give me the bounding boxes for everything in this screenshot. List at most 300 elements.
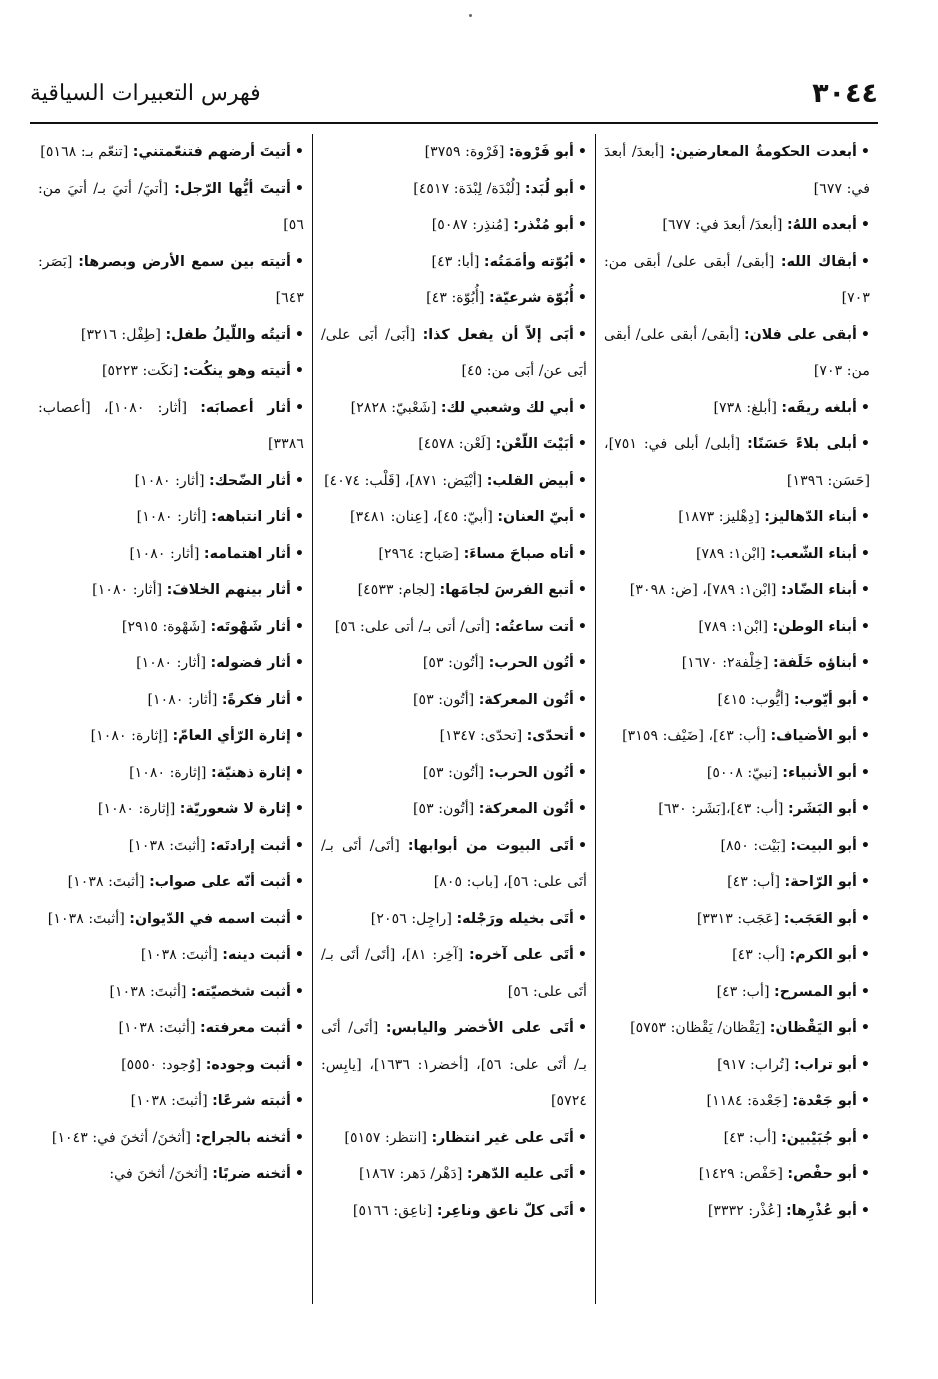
index-entry xyxy=(604,609,870,646)
bullet-icon: • xyxy=(577,1166,587,1182)
entry-reference: [آخِر: ٨١]، [أتَى/ أتَى بـ/ أتَى على: ٥٦] xyxy=(321,947,587,1000)
index-entry xyxy=(321,426,587,463)
page-number: ٣٠٤٤ xyxy=(812,77,878,109)
entry-reference: [أثخنَ/ أثخنَ في: xyxy=(109,1166,208,1182)
entry-phrase: أثخنه بالجراح: xyxy=(195,1129,291,1146)
index-entry xyxy=(604,1120,870,1157)
bullet-icon: • xyxy=(294,326,304,343)
bullet-icon: • xyxy=(577,509,587,525)
entry-phrase: أتُون الحرب: xyxy=(488,655,574,671)
index-entry xyxy=(321,390,587,427)
bullet-icon: • xyxy=(294,910,304,927)
index-entry xyxy=(38,572,304,609)
index-entry xyxy=(604,1083,870,1120)
entry-reference: [أثبتَ: ١٠٣٨] xyxy=(47,910,125,927)
bullet-icon: • xyxy=(860,728,870,744)
index-entry xyxy=(321,791,587,828)
bullet-icon: • xyxy=(860,618,870,635)
bullet-icon: • xyxy=(294,801,304,817)
running-title: فهرس التعبيرات السياقية xyxy=(30,80,261,106)
entry-phrase: أتَى على الأخضر واليابس: xyxy=(385,1020,574,1036)
entry-phrase: أبناء الدّهاليز: xyxy=(764,509,857,525)
entry-phrase: أثار فكرةً: xyxy=(221,691,291,708)
index-entry xyxy=(604,572,870,609)
bullet-icon: • xyxy=(294,618,304,635)
entry-phrase: أثار اهتمامه: xyxy=(203,545,291,562)
entry-phrase: أثبت إرادتَه: xyxy=(210,837,291,854)
index-entry xyxy=(321,755,587,792)
bullet-icon: • xyxy=(860,837,870,854)
index-entry xyxy=(604,828,870,865)
bullet-icon: • xyxy=(860,947,870,963)
index-entry xyxy=(604,207,870,244)
entry-reference: [أثار: ١٠٨٠] xyxy=(129,545,200,562)
entry-reference: [بَصَر: ٦٤٣] xyxy=(38,253,304,306)
entry-phrase: أبو المسرح: xyxy=(774,983,857,1000)
entry-reference: [أبلغ: ٧٣٨] xyxy=(713,399,777,416)
index-entry xyxy=(321,207,587,244)
entry-reference: [أثبتَ: ١٠٣٨] xyxy=(128,837,206,854)
index-entry xyxy=(604,1010,870,1047)
entry-reference: [أثبتَ: ١٠٣٨] xyxy=(109,983,187,1000)
entry-reference: [أبْيَض: ٨٧١]، [قَلْب: ٤٠٧٤] xyxy=(324,472,483,489)
index-entry xyxy=(321,1193,587,1230)
bullet-icon: • xyxy=(294,399,305,416)
entry-reference: [أثبتَ: ١٠٣٨] xyxy=(140,947,218,963)
entry-reference: [أتَى/ أتَى بـ/ أتَى على: ٥٦]، [أخضر١: ١٦٣٦]، [يابِس: ٥٧٢٤] xyxy=(321,1020,587,1109)
bullet-icon: • xyxy=(294,1020,304,1036)
bullet-icon: • xyxy=(294,363,304,379)
entry-reference: [أتُون: ٥٣] xyxy=(422,764,485,781)
entry-phrase: أتبع الفرسَ لجامَها: xyxy=(439,582,574,598)
index-entry xyxy=(604,536,870,573)
entry-phrase: أبو العَجَب: xyxy=(783,910,857,927)
entry-reference: [أثخنَ/ أثخنَ في: ١٠٤٣] xyxy=(51,1129,191,1146)
entry-phrase: أبو فَرْوة: xyxy=(508,144,574,160)
entry-phrase: أتَى على غير انتظار: xyxy=(431,1129,574,1146)
index-entry xyxy=(604,1156,870,1193)
bullet-icon: • xyxy=(294,691,304,708)
entry-phrase: أُبُوّة شرعيّة: xyxy=(488,290,574,306)
bullet-icon: • xyxy=(577,582,587,598)
bullet-icon: • xyxy=(577,290,587,306)
bullet-icon: • xyxy=(577,1020,588,1036)
entry-reference: [أب: ٤٣] xyxy=(727,874,780,890)
bullet-icon: • xyxy=(294,764,304,781)
entry-phrase: أبو البيت: xyxy=(790,837,857,854)
bullet-icon: • xyxy=(294,983,304,1000)
entry-phrase: أبقاك الله: xyxy=(780,253,857,270)
entry-reference: [أتَى/ أتَى بـ/ أتَى على: ٥٦]، [باب: ٨٠٥] xyxy=(321,837,587,890)
bullet-icon: • xyxy=(577,180,587,197)
entry-phrase: أبلى بلاءً حَسَنًا: xyxy=(747,436,857,452)
index-entry xyxy=(321,499,587,536)
index-entry xyxy=(321,280,587,317)
entry-phrase: أبو لُبَد: xyxy=(524,180,574,197)
entry-reference: [أبقى/ أبقى على/ أبقى من: ٧٠٣] xyxy=(604,253,870,306)
entry-reference: [طِفْل: ٣٢١٦] xyxy=(80,326,161,343)
index-entry xyxy=(38,864,304,901)
entry-reference: [تُراب: ٩١٧] xyxy=(717,1056,790,1073)
index-entry xyxy=(38,353,304,390)
bullet-icon: • xyxy=(294,582,304,598)
index-entry xyxy=(321,609,587,646)
bullet-icon: • xyxy=(860,764,870,781)
index-entry xyxy=(604,499,870,536)
entry-reference: [أبيّ: ٤٥]، [عِنان: ٣٤٨١] xyxy=(350,509,493,525)
entry-reference: [تنعّم بـ: ٥١٦٨] xyxy=(40,144,129,160)
index-entry xyxy=(321,317,587,390)
bullet-icon: • xyxy=(860,910,870,927)
index-entry xyxy=(38,536,304,573)
entry-phrase: أتَى عليه الدّهر: xyxy=(466,1166,574,1182)
bullet-icon: • xyxy=(577,728,587,744)
entry-reference: [إثارة: ١٠٨٠] xyxy=(97,801,176,817)
entry-phrase: أثخنه ضربًا: xyxy=(212,1166,291,1182)
entry-phrase: أبو الأنبياء: xyxy=(782,764,857,781)
entry-reference: [فَرْوة: ٣٧٥٩] xyxy=(424,144,505,160)
bullet-icon: • xyxy=(577,436,587,452)
entry-phrase: أبو حفْص: xyxy=(787,1166,857,1182)
index-entry xyxy=(604,864,870,901)
column-divider xyxy=(312,134,313,1304)
entry-reference: [نبيّ: ٥٠٠٨] xyxy=(706,764,778,781)
entry-phrase: أبيّ العنان: xyxy=(497,509,574,525)
bullet-icon: • xyxy=(577,545,587,562)
index-entry xyxy=(38,390,304,463)
index-entry xyxy=(604,901,870,938)
entry-phrase: أتُون الحرب: xyxy=(488,764,574,781)
entry-phrase: أثار الضّحك: xyxy=(209,472,291,489)
index-entry xyxy=(321,645,587,682)
index-entry xyxy=(604,390,870,427)
entry-phrase: أبقى على فلان: xyxy=(744,326,857,343)
entry-phrase: أبو أيّوب: xyxy=(793,691,857,708)
entry-reference: [جَعْدة: ١١٨٤] xyxy=(706,1093,788,1109)
index-entry xyxy=(38,134,304,171)
bullet-icon: • xyxy=(860,1202,870,1219)
index-entry xyxy=(604,682,870,719)
entry-reference: [أثار: ١٠٨٠] xyxy=(134,472,205,489)
entry-reference: [خِلْفة٢: ١٦٧٠] xyxy=(681,655,769,671)
index-entry xyxy=(38,317,304,354)
entry-phrase: أثار فضوله: xyxy=(210,655,291,671)
index-entry xyxy=(321,171,587,208)
entry-phrase: أثبت أنّه على صواب: xyxy=(149,874,291,890)
index-entry xyxy=(321,244,587,281)
entry-phrase: أبو مُنْذر: xyxy=(513,217,574,233)
index-entry xyxy=(604,244,870,317)
entry-reference: [أثار: ١٠٨٠] xyxy=(147,691,218,708)
bullet-icon: • xyxy=(860,874,870,890)
entry-phrase: أبلغه ريقَه: xyxy=(781,399,857,416)
index-entry xyxy=(321,572,587,609)
entry-phrase: أبو البَشَر: xyxy=(787,801,857,817)
index-entry xyxy=(321,937,587,1010)
entry-reference: [دَهْر/ دَهر: ١٨٦٧] xyxy=(358,1166,463,1182)
entry-phrase: أتيتَ أيُّها الرّجل: xyxy=(174,180,291,197)
entry-phrase: أثبت وجوده: xyxy=(205,1056,291,1073)
bullet-icon: • xyxy=(577,947,587,963)
index-entry xyxy=(38,828,304,865)
index-entry xyxy=(321,1156,587,1193)
entry-phrase: أتَى كلّ ناعق وناعِر: xyxy=(436,1202,574,1219)
entry-reference: [أبعدَ/ أبعدَ في: ٦٧٧] xyxy=(662,217,783,233)
entry-reference: [يَقْظان/ يَقْظان: ٥٧٥٣] xyxy=(630,1020,766,1036)
index-entry xyxy=(38,901,304,938)
bullet-icon: • xyxy=(294,728,304,744)
bullet-icon: • xyxy=(860,399,870,416)
entry-phrase: أبو اليَقْظان: xyxy=(769,1020,857,1036)
entry-phrase: أتيته وهو ينكُت: xyxy=(183,363,291,379)
bullet-icon: • xyxy=(860,1129,870,1146)
entry-phrase: أتت ساعتُه: xyxy=(494,618,574,635)
entry-phrase: أثبت معرفته: xyxy=(200,1020,291,1036)
index-entry xyxy=(604,974,870,1011)
entry-reference: [دِهْليز: ١٨٧٣] xyxy=(678,509,760,525)
entry-reference: [صَباح: ٢٩٦٤] xyxy=(378,545,460,562)
bullet-icon: • xyxy=(294,655,304,671)
bullet-icon: • xyxy=(860,801,870,817)
entry-reference: [أثار: ١٠٨٠] xyxy=(136,509,207,525)
entry-reference: [أتُون: ٥٣] xyxy=(422,655,485,671)
entry-reference: [أثبتَ: ١٠٣٨] xyxy=(130,1093,208,1109)
index-entry xyxy=(38,609,304,646)
index-entry xyxy=(38,645,304,682)
entry-reference: [إثارة: ١٠٨٠] xyxy=(90,728,168,744)
index-entry xyxy=(38,755,304,792)
index-entry xyxy=(321,718,587,755)
entry-reference: [أبا: ٤٣] xyxy=(431,253,480,270)
bullet-icon: • xyxy=(860,436,870,452)
index-entry xyxy=(38,1083,304,1120)
bullet-icon: • xyxy=(577,144,587,160)
entry-reference: [أثار: ١٠٨٠] xyxy=(92,582,163,598)
bullet-icon: • xyxy=(577,217,587,233)
index-entry xyxy=(604,317,870,390)
entry-phrase: أتَى بخيله ورَجْله: xyxy=(456,910,574,927)
entry-reference: [بَيْت: ٨٥٠] xyxy=(720,837,786,854)
entry-reference: [وُجود: ٥٥٥٠] xyxy=(121,1056,202,1073)
bullet-icon: • xyxy=(577,326,587,343)
index-entry xyxy=(604,134,870,207)
entry-reference: [ابْن١: ٧٨٩]، [ض: ٣٠٩٨] xyxy=(629,582,777,598)
index-entry xyxy=(38,463,304,500)
bullet-icon: • xyxy=(294,837,304,854)
index-entry xyxy=(321,536,587,573)
entry-phrase: أتيته بين سمع الأرض وبصرها: xyxy=(78,253,291,270)
entry-phrase: أثبته شرعًا: xyxy=(212,1093,291,1109)
entry-phrase: إثارة ذهنيّة: xyxy=(210,764,291,781)
bullet-icon: • xyxy=(294,144,304,160)
bullet-icon: • xyxy=(860,1056,870,1073)
bullet-icon: • xyxy=(860,1020,870,1036)
index-entry xyxy=(321,682,587,719)
bullet-icon: • xyxy=(577,472,587,489)
bullet-icon: • xyxy=(577,691,587,708)
index-entry xyxy=(38,499,304,536)
bullet-icon: • xyxy=(860,545,870,562)
entry-reference: [انتظر: ٥١٥٧] xyxy=(344,1129,427,1146)
entry-phrase: أثبت اسمه في الدّيوان: xyxy=(129,910,291,927)
bullet-icon: • xyxy=(294,472,304,489)
bullet-icon: • xyxy=(577,1202,587,1219)
entry-phrase: أتحدّى: xyxy=(526,728,574,744)
bullet-icon: • xyxy=(294,180,304,197)
index-entry xyxy=(604,718,870,755)
entry-phrase: أثار انتباهه: xyxy=(211,509,291,525)
bullet-icon: • xyxy=(577,253,587,270)
entry-reference: [حَفْص: ١٤٢٩] xyxy=(698,1166,783,1182)
index-entry xyxy=(604,755,870,792)
index-column-right xyxy=(596,134,878,1304)
entry-reference: [أتيَ/ أتيَ بـ/ أتيَ من: ٥٦] xyxy=(38,180,304,233)
index-entry xyxy=(321,134,587,171)
bullet-icon: • xyxy=(860,253,870,270)
entry-phrase: أبَيْتَ اللّعْن: xyxy=(495,436,574,452)
index-entry xyxy=(38,1010,304,1047)
entry-phrase: أبُوّته وأمَمَتُه: xyxy=(483,253,574,270)
entry-phrase: أبي لك وشعبي لك: xyxy=(440,399,574,416)
bullet-icon: • xyxy=(860,582,870,598)
entry-reference: [أب: ٤٣]،[بَشَر: ٦٣٠] xyxy=(658,801,784,817)
bullet-icon: • xyxy=(860,655,870,671)
bullet-icon: • xyxy=(860,509,870,525)
entry-reference: [أتُون: ٥٣] xyxy=(412,691,475,708)
index-entry xyxy=(38,1156,304,1193)
entry-reference: [ابْن١: ٧٨٩] xyxy=(698,618,768,635)
entry-phrase: أبو الكرم: xyxy=(789,947,857,963)
entry-reference: [أتُون: ٥٣] xyxy=(412,801,475,817)
entry-phrase: أبو الرّاحة: xyxy=(784,874,857,890)
bullet-icon: • xyxy=(860,144,870,160)
index-entry xyxy=(38,937,304,974)
index-entry xyxy=(38,682,304,719)
index-entry xyxy=(38,244,304,317)
index-entry xyxy=(604,426,870,499)
index-entry xyxy=(321,901,587,938)
index-entry xyxy=(604,937,870,974)
entry-phrase: أثار شَهْوتَه: xyxy=(210,618,291,635)
entry-reference: [أثبتَ: ١٠٣٨] xyxy=(118,1020,196,1036)
index-entry xyxy=(38,171,304,244)
entry-reference: [عُذْر: ٣٣٣٢] xyxy=(707,1202,782,1219)
index-entry xyxy=(38,718,304,755)
entry-reference: [ناعِق: ٥١٦٦] xyxy=(352,1202,433,1219)
entry-phrase: أثبت شخصيّته: xyxy=(190,983,291,1000)
entry-reference: [أتى/ أتى بـ/ أتى على: ٥٦] xyxy=(334,618,491,635)
index-entry xyxy=(604,1193,870,1230)
entry-phrase: أثار بينهم الخلافَ: xyxy=(166,582,291,598)
bullet-icon: • xyxy=(294,545,304,562)
index-entry xyxy=(321,1120,587,1157)
page-header xyxy=(30,68,878,118)
entry-phrase: أبو الأضياف: xyxy=(770,728,857,744)
entry-reference: [أُبُوّة: ٤٣] xyxy=(426,290,485,306)
entry-reference: [أثار: ١٠٨٠]، [أعصاب: ٣٣٨٦] xyxy=(38,399,304,452)
index-entry xyxy=(604,645,870,682)
bullet-icon: • xyxy=(577,655,587,671)
entry-reference: [أثبتَ: ١٠٣٨] xyxy=(67,874,145,890)
index-column-left xyxy=(30,134,312,1304)
entry-phrase: أبَى إلاّ أن يفعل كذا: xyxy=(422,326,574,343)
entry-reference: [أيُّوب: ٤١٥] xyxy=(717,691,790,708)
entry-reference: [نكَت: ٥٢٢٣] xyxy=(101,363,179,379)
entry-phrase: أبيض القلب: xyxy=(486,472,574,489)
bullet-icon: • xyxy=(577,1129,587,1146)
entry-reference: [أب: ٤٣] xyxy=(732,947,786,963)
bullet-icon: • xyxy=(860,217,870,233)
entry-reference: [أبلى/ أبلى في: ٧٥١]، [حَسَن: ١٣٩٦] xyxy=(604,436,870,489)
bullet-icon: • xyxy=(294,947,304,963)
bullet-icon: • xyxy=(294,1129,304,1146)
bullet-icon: • xyxy=(860,1093,870,1109)
entry-reference: [أبعدَ/ أبعدَ في: ٦٧٧] xyxy=(604,144,870,197)
entry-reference: [أب: ٤٣] xyxy=(723,1129,777,1146)
bullet-icon: • xyxy=(860,691,870,708)
index-entry xyxy=(38,1047,304,1084)
entry-reference: [إثارة: ١٠٨٠] xyxy=(129,764,207,781)
entry-reference: [تحدّى: ١٣٤٧] xyxy=(439,728,523,744)
entry-phrase: أبناء الوطن: xyxy=(772,618,857,635)
entry-phrase: أتَى على آخره: xyxy=(469,947,574,963)
entry-phrase: أتَى البيوت من أبوابها: xyxy=(407,837,574,854)
entry-reference: [لجام: ٤٥٣٣] xyxy=(357,582,436,598)
entry-phrase: أبو جُبَيْبين: xyxy=(781,1129,857,1146)
bullet-icon: • xyxy=(577,910,587,927)
index-entry xyxy=(321,463,587,500)
header-rule xyxy=(30,122,878,124)
bullet-icon: • xyxy=(294,509,304,525)
entry-reference: [أبقى/ أبقى على/ أبقى من: ٧٠٣] xyxy=(604,326,870,379)
entry-phrase: أثبت دينه: xyxy=(222,947,291,963)
entry-phrase: أتُون المعركة: xyxy=(478,801,574,817)
entry-phrase: أتيتُه واللّيلُ طفل: xyxy=(165,326,291,343)
index-columns xyxy=(30,134,878,1304)
entry-phrase: أبناء الضّاد: xyxy=(780,582,857,598)
index-entry xyxy=(321,1010,587,1120)
entry-phrase: إثارة لا شعوريّة: xyxy=(179,801,291,817)
entry-phrase: أثار أعصابَه: xyxy=(200,399,291,416)
bullet-icon: • xyxy=(577,618,587,635)
entry-reference: [ابْن١: ٧٨٩] xyxy=(695,545,766,562)
bullet-icon: • xyxy=(294,1056,304,1073)
entry-reference: [شَهْوة: ٢٩١٥] xyxy=(121,618,206,635)
bullet-icon: • xyxy=(860,983,870,1000)
index-entry xyxy=(38,974,304,1011)
bullet-icon: • xyxy=(294,1093,304,1109)
bullet-icon: • xyxy=(294,874,304,890)
bullet-icon: • xyxy=(577,837,588,854)
entry-reference: [مُنذِر: ٥٠٨٧] xyxy=(431,217,509,233)
bullet-icon: • xyxy=(577,399,587,416)
entry-reference: [أثار: ١٠٨٠] xyxy=(136,655,206,671)
entry-phrase: أبناء الشّعب: xyxy=(770,545,857,562)
bullet-icon: • xyxy=(294,1166,304,1182)
column-divider xyxy=(595,134,596,1304)
entry-reference: [أب: ٤٣]، [ضَيْف: ٣١٥٩] xyxy=(622,728,766,744)
entry-phrase: أتيتَ أرضهم فتنعّمتني: xyxy=(132,144,291,160)
index-entry xyxy=(321,828,587,901)
entry-phrase: أتُون المعركة: xyxy=(478,691,574,708)
index-entry xyxy=(38,1120,304,1157)
bullet-icon: • xyxy=(577,764,587,781)
bullet-icon: • xyxy=(294,253,304,270)
entry-phrase: إثارة الرّأي العامّ: xyxy=(172,728,291,744)
entry-reference: [لُبْدَة/ لِبْدَة: ٤٥١٧] xyxy=(413,180,521,197)
entry-reference: [لَعْن: ٤٥٧٨] xyxy=(418,436,492,452)
entry-reference: [راجِل: ٢٠٥٦] xyxy=(370,910,452,927)
